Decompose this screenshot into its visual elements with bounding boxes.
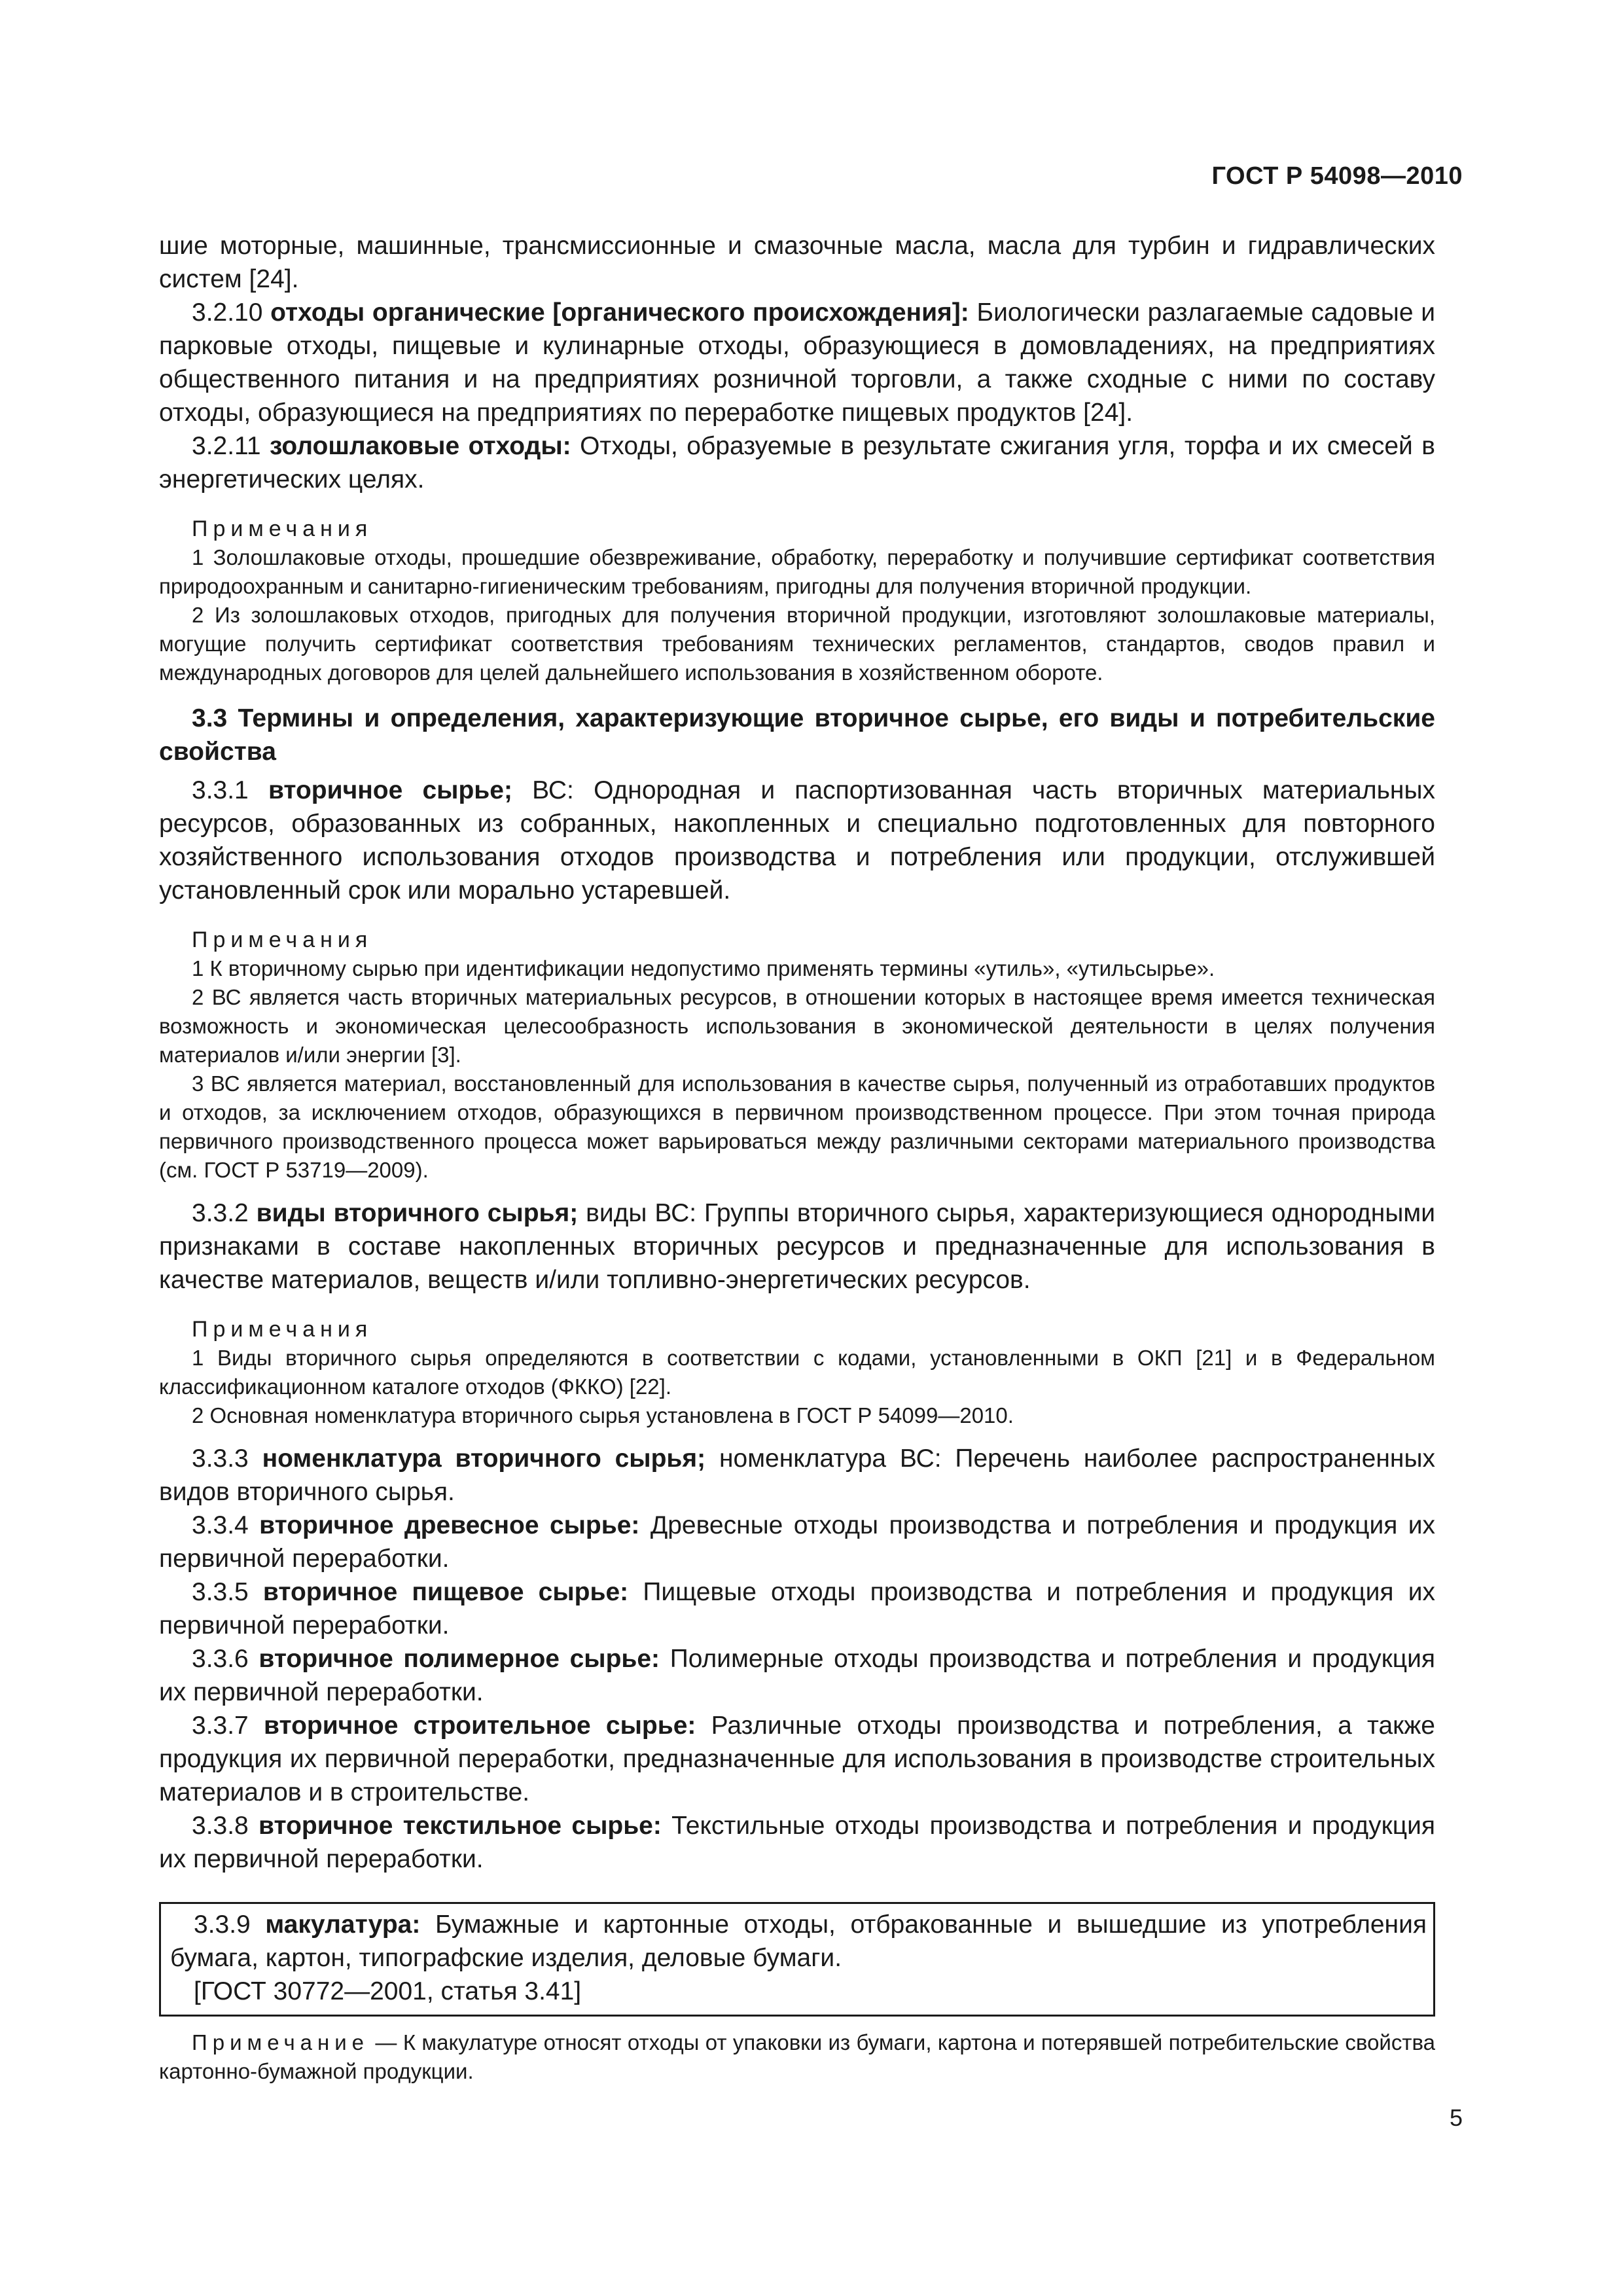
note-item: 2 Основная номенклатура вторичного сырья установлена в ГОСТ Р 54099—2010. xyxy=(192,1403,1014,1427)
term-number: 3.2.10 xyxy=(192,298,263,327)
term-title: вторичное сырье; xyxy=(268,776,512,804)
term-definition: Биологически разлагаемые садовые и парковые отходы, пищевые и кулинарные отходы, образующиеся в домовладениях, на предприятиях общественного питания и на предприятиях розничной торговли, а также сходные с ними по составу отходы, образующиеся на предприятиях по переработке пищевых продуктов [24]. xyxy=(159,298,1435,427)
term-title: виды вторичного сырья; xyxy=(256,1199,579,1227)
term-title: золошлаковые отходы: xyxy=(270,432,571,460)
term-3-3-3 xyxy=(159,1442,1435,1509)
note-item: 1 Золошлаковые отходы, прошедшие обезвреживание, обработку, переработку и получившие сертификат соответствия природоохранным и санитарно-гигиеническим требованиям, пригодны для получения вторичной продукции. xyxy=(159,545,1435,598)
term-definition: Пищевые отходы производства и потребления и продукция их первичной переработки. xyxy=(159,1578,1435,1640)
note-item: 1 К вторичному сырью при идентификации недопустимо применять термины «утиль», «утильсырье». xyxy=(192,956,1215,980)
term-title: вторичное полимерное сырье: xyxy=(259,1645,660,1673)
term-number: 3.3.7 xyxy=(192,1712,249,1740)
notes-heading: Примечания xyxy=(192,516,373,541)
term-3-3-6 xyxy=(159,1642,1435,1709)
note-label: Примечание xyxy=(192,2030,370,2054)
term-number: 3.3.9 xyxy=(194,1910,251,1939)
term-title: вторичное пищевое сырье: xyxy=(262,1578,629,1606)
note-item: 2 Из золошлаковых отходов, пригодных для получения вторичной продукции, изготовляют золошлаковые материалы, могущие получить сертификат соответствия требованиям технических регламентов, стандартов, сводов правил и международных договоров для целей дальнейшего использования в хозяйственном обороте. xyxy=(159,603,1435,685)
note-item: 2 ВС является часть вторичных материальных ресурсов, в отношении которых в настоящее время имеется техническая возможность и экономическая целесообразность использования в экономической деятельности в целях получения материалов и/или энергии [3]. xyxy=(159,985,1435,1067)
section-heading-3-3: 3.3 Термины и определения, характеризующие вторичное сырье, его виды и потребительские свойства xyxy=(159,704,1435,766)
term-3-3-5 xyxy=(159,1575,1435,1642)
term-title: отходы органические [органического происхождения]: xyxy=(270,298,969,327)
notes-heading: Примечания xyxy=(192,1317,373,1342)
note-item: 3 ВС является материал, восстановленный для использования в качестве сырья, полученный из отработавших продуктов и отходов, за исключением отходов, образующихся в первичном производственном процессе. При этом точная природа первичного производственного процесса может варьироваться между различными секторами материального производства (см. ГОСТ Р 53719—2009). xyxy=(159,1071,1435,1182)
term-title: номенклатура вторичного сырья; xyxy=(262,1444,706,1473)
term-definition: Полимерные отходы производства и потребления и продукция их первичной переработки. xyxy=(159,1645,1435,1706)
term-title: макулатура: xyxy=(265,1910,421,1939)
term-definition: Древесные отходы производства и потребления и продукция их первичной переработки. xyxy=(159,1511,1436,1573)
term-source-reference: [ГОСТ 30772—2001, статья 3.41] xyxy=(194,1977,582,2005)
term-number: 3.3.2 xyxy=(192,1199,249,1227)
term-3-3-2 xyxy=(159,1196,1435,1297)
term-definition: Текстильные отходы производства и потребления и продукция их первичной переработки. xyxy=(159,1812,1435,1873)
document-header: ГОСТ Р 54098—2010 xyxy=(1211,162,1463,190)
term-3-3-1 xyxy=(159,774,1435,907)
page-number: 5 xyxy=(1449,2104,1463,2131)
notes-heading: Примечания xyxy=(192,927,373,952)
note-3-3-9 xyxy=(159,2028,1435,2086)
term-abbreviation: ВС: xyxy=(532,776,574,804)
note-item: 1 Виды вторичного сырья определяются в соответствии с кодами, установленными в ОКП [21] и в Федеральном классификационном каталоге отходов (ФККО) [22]. xyxy=(159,1346,1435,1399)
term-number: 3.3.1 xyxy=(192,776,249,804)
term-definition: Однородная и паспортизованная часть вторичных материальных ресурсов, образованных из собранных, накопленных и специально подготовленных для повторного хозяйственного использования отходов производства и потребления или продукции, отслужившей установленный срок или морально устаревшей. xyxy=(159,776,1436,905)
term-definition: виды ВС: Группы вторичного сырья, характеризующиеся однородными признаками в составе накопленных вторичных ресурсов и предназначенные для использования в качестве материалов, веществ и/или топливно-энергетических ресурсов. xyxy=(159,1199,1435,1294)
term-definition: Различные отходы производства и потребления, а также продукция их первичной переработки, предназначенные для использования в производстве строительных материалов и в строительстве. xyxy=(159,1712,1435,1806)
term-number: 3.3.6 xyxy=(192,1645,249,1673)
term-title: вторичное текстильное сырье: xyxy=(259,1812,662,1840)
term-3-3-9 xyxy=(170,1908,1427,1975)
term-definition: номенклатура ВС: Перечень наиболее распространенных видов вторичного сырья. xyxy=(159,1444,1435,1506)
term-number: 3.2.11 xyxy=(192,432,261,460)
term-3-2-10 xyxy=(159,296,1435,429)
note-text: — К макулатуре относят отходы от упаковки из бумаги, картона и потерявшей потребительские свойства картонно-бумажной продукции. xyxy=(159,2030,1435,2083)
term-definition: Бумажные и картонные отходы, отбракованные и вышедшие из употребления бумага, картон, типографские изделия, деловые бумаги. xyxy=(170,1910,1427,1972)
term-3-3-7 xyxy=(159,1709,1435,1809)
term-number: 3.3.3 xyxy=(192,1444,249,1473)
term-3-3-8 xyxy=(159,1809,1435,1876)
term-number: 3.3.5 xyxy=(192,1578,249,1606)
paragraph-continuation: шие моторные, машинные, трансмиссионные и смазочные масла, масла для турбин и гидравлических систем [24]. xyxy=(159,232,1435,293)
term-definition: Отходы, образуемые в результате сжигания угля, торфа и их смесей в энергетических целях. xyxy=(159,432,1436,493)
term-title: вторичное строительное сырье: xyxy=(264,1712,696,1740)
term-title: вторичное древесное сырье: xyxy=(259,1511,640,1539)
term-3-3-4 xyxy=(159,1509,1435,1575)
term-3-2-11 xyxy=(159,429,1435,496)
term-number: 3.3.4 xyxy=(192,1511,249,1539)
term-number: 3.3.8 xyxy=(192,1812,249,1840)
document-body xyxy=(159,229,1435,2086)
boxed-term-3-3-9 xyxy=(159,1902,1435,2017)
